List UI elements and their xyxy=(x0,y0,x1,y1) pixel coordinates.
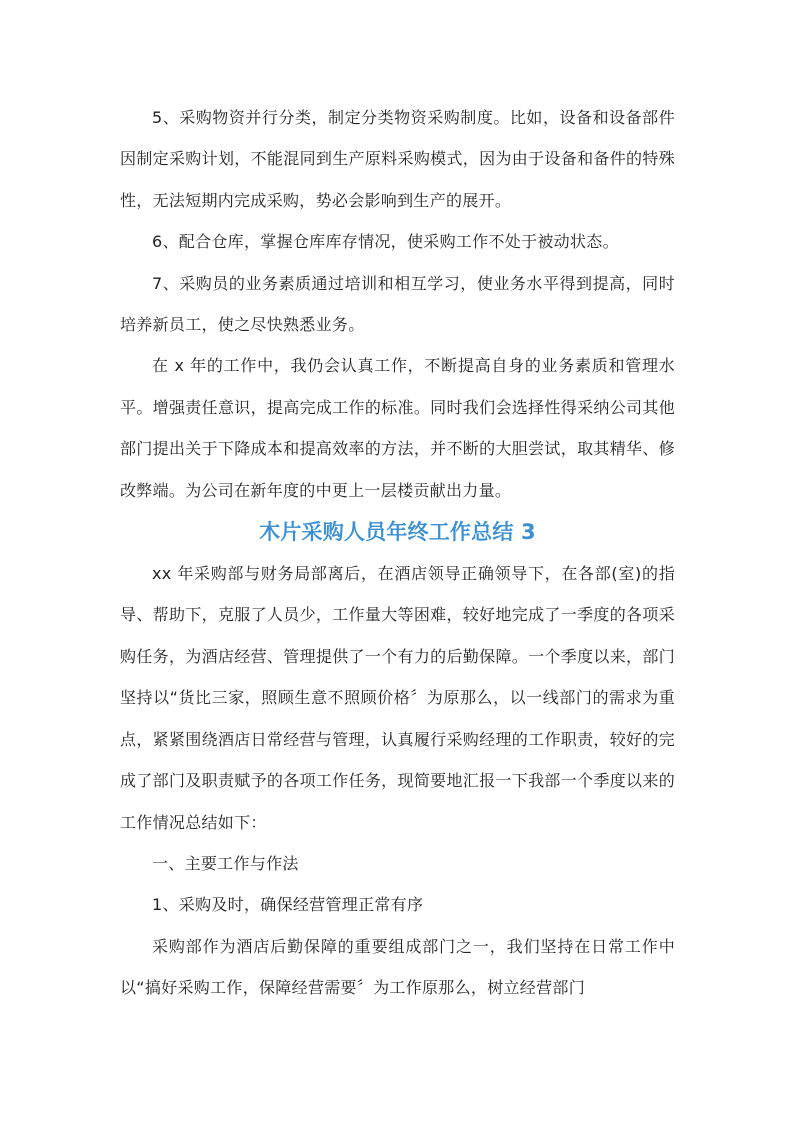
paragraph: 一、主要工作与作法 xyxy=(152,853,299,873)
paragraph: xx 年采购部与财务局部离后，在酒店领导正确领导下，在各部(室)的指导、帮助下，克服了人员少，工作量大等困难，较好地完成了一季度的各项采购任务，为酒店经营、管理提供了一个有力的后勤保障。一个季度以来，部门坚持以“货比三家，照顾生意不照顾价格〞为原那么，以一线部门的需求为重点，紧紧围绕酒店日常经营与管理，认真履行采购经理的工作职责，较好的完成了部门及职责赋予的各项工作任务，现简要地汇报一下我部一个季度以来的工作情况总结如下： xyxy=(120,564,675,832)
section-title: 木片采购人员年终工作总结 3 xyxy=(259,520,536,545)
paragraph: 5、采购物资并行分类，制定分类物资采购制度。比如，设备和设备部件因制定采购计划，不能混同到生产原料采购模式，因为由于设备和备件的特殊性，无法短期内完成采购，势必会影响到生产的展开。 xyxy=(120,108,675,210)
document-page xyxy=(120,97,675,1009)
paragraph: 在 x 年的工作中，我仍会认真工作，不断提高自身的业务素质和管理水平。增强责任意识，提高完成工作的标准。同时我们会选择性得采纳公司其他部门提出关于下降成本和提高效率的方法，并不断的大胆尝试，取其精华、修改弊端。为公司在新年度的中更上一层楼贡献出力量。 xyxy=(120,356,675,500)
paragraph: 6、配合仓库，掌握仓库库存情况，使采购工作不处于被动状态。 xyxy=(152,232,619,252)
paragraph: 7、采购员的业务素质通过培训和相互学习，使业务水平得到提高，同时培养新员工，使之尽快熟悉业务。 xyxy=(120,273,675,335)
paragraph: 1、采购及时，确保经营管理正常有序 xyxy=(152,895,424,915)
paragraph: 采购部作为酒店后勤保障的重要组成部门之一，我们坚持在日常工作中以“搞好采购工作，保障经营需要〞为工作原那么，树立经营部门 xyxy=(120,936,675,998)
